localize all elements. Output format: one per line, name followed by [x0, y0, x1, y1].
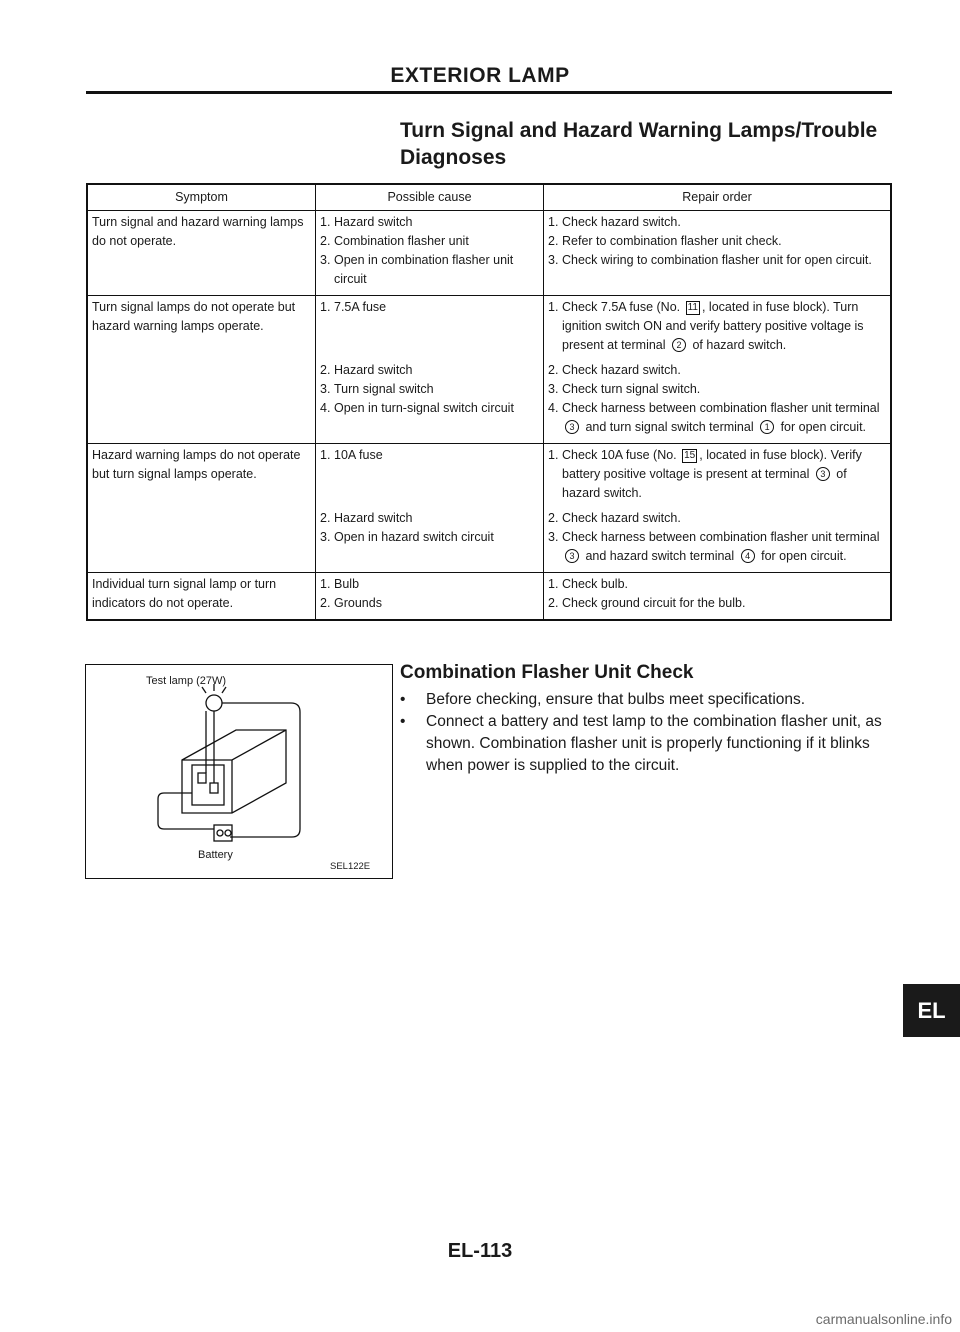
bullet-icon: •: [400, 713, 406, 730]
battery-minus-terminal: [225, 830, 231, 836]
page-number: EL-113: [447, 1240, 513, 1262]
terminal-number-circle: 1: [760, 420, 774, 434]
cause-item: Combination flasher unit: [334, 234, 469, 248]
cause-item: Hazard switch: [334, 511, 413, 525]
cause-item: Hazard switch: [334, 215, 413, 229]
cause-item: Open in hazard switch circuit: [334, 530, 494, 544]
lamp-ray: [222, 687, 226, 693]
repair-cell: 1. Check bulb. 2. Check ground circuit for the bulb.: [544, 573, 892, 621]
flasher-check-title: Combination Flasher Unit Check: [400, 662, 694, 683]
table-row: [87, 573, 891, 621]
table-row: [87, 211, 891, 296]
figure-code: SEL122E: [330, 861, 371, 872]
trouble-diagnosis-table: [86, 183, 892, 621]
section-title-line1: Turn Signal and Hazard Warning Lamps/Trouble: [400, 119, 878, 142]
cause-cell: 2. Hazard switch 3. Open in hazard switch circuit: [316, 509, 544, 573]
cause-cell: 1. 7.5A fuse: [316, 296, 544, 362]
repair-item: Check harness between combination flasher unit terminal 3 and turn signal switch terminal 1 for open circuit.: [562, 401, 880, 434]
table-row: [87, 296, 891, 362]
cause-item: 7.5A fuse: [334, 300, 387, 314]
terminal-number-circle: 4: [741, 549, 755, 563]
repair-item: Check turn signal switch.: [562, 382, 701, 396]
flasher-terminal-block: [192, 765, 224, 805]
cause-cell: 1. Hazard switch 2. Combination flasher unit 3. Open in combination flasher unit circuit: [316, 211, 544, 296]
fuse-number-box: 15: [684, 450, 696, 461]
col-header-cause: Possible cause: [316, 184, 544, 211]
cause-cell: 2. Hazard switch 3. Turn signal switch 4. Open in turn-signal switch circuit: [316, 361, 544, 444]
test-lamp-label: Test lamp (27W): [146, 675, 227, 687]
cause-cell: 1. 10A fuse: [316, 444, 544, 510]
terminal-number-circle: 3: [565, 420, 579, 434]
header-title: EXTERIOR LAMP: [390, 64, 570, 87]
terminal-number-circle: 3: [816, 467, 830, 481]
repair-item: Check 10A fuse (No. 15 , located in fuse block). Verify battery positive voltage is present at terminal 3 of hazard switch.: [562, 448, 862, 500]
battery-label: Battery: [198, 849, 233, 861]
watermark: carmanualsonline.info: [815, 1311, 952, 1327]
flasher-terminal: [210, 783, 218, 793]
flasher-wiring-diagram: [86, 665, 392, 878]
cause-item: Grounds: [334, 596, 382, 610]
fuse-number-box: 11: [687, 302, 698, 313]
repair-item: Check hazard switch.: [562, 363, 681, 377]
flasher-unit-edge: [182, 730, 286, 760]
repair-item: Check bulb.: [562, 577, 629, 591]
section-title-line2: Diagnoses: [400, 146, 507, 169]
flasher-check-bullets: [400, 689, 895, 777]
col-header-symptom: Symptom: [87, 184, 316, 211]
col-header-repair: Repair order: [544, 184, 892, 211]
lamp-ray: [202, 687, 206, 693]
symptom-cell: Hazard warning lamps do not operate but turn signal lamps operate.: [87, 444, 316, 573]
table-row: [87, 444, 891, 510]
repair-item: Check 7.5A fuse (No. 11 , located in fuse block). Turn ignition switch ON and verify battery positive voltage is present at terminal 2 of hazard switch.: [562, 300, 864, 352]
repair-cell: 1. Check 10A fuse (No. 15 , located in fuse block). Verify battery positive voltage is present at terminal 3 of hazard switch.: [544, 444, 892, 510]
cause-cell: 1. Bulb 2. Grounds: [316, 573, 544, 621]
bullet-icon: •: [400, 691, 406, 708]
test-lamp-bulb: [206, 695, 222, 711]
header-rule: [86, 91, 892, 94]
section-title: [400, 117, 900, 171]
repair-cell: 1. Check hazard switch. 2. Refer to combination flasher unit check. 3. Check wiring to combination flasher unit for open circuit.: [544, 211, 892, 296]
symptom-cell: Turn signal and hazard warning lamps do not operate.: [87, 211, 316, 296]
cause-item: 10A fuse: [334, 448, 383, 462]
repair-cell: 2. Check hazard switch. 3. Check harness between combination flasher unit terminal 3 and hazard switch terminal 4 for open circuit.: [544, 509, 892, 573]
battery-wire: [158, 793, 214, 829]
repair-item: Check hazard switch.: [562, 215, 681, 229]
flasher-unit-body: [182, 730, 286, 813]
repair-item: Check wiring to combination flasher unit for open circuit.: [562, 253, 872, 267]
cause-item: Open in turn-signal switch circuit: [334, 401, 514, 415]
repair-cell: 1. Check 7.5A fuse (No. 11 , located in fuse block). Turn ignition switch ON and verify battery positive voltage is present at terminal 2 of hazard switch.: [544, 296, 892, 362]
repair-item: Check hazard switch.: [562, 511, 681, 525]
repair-item: Check harness between combination flasher unit terminal 3 and hazard switch terminal 4 for open circuit.: [562, 530, 880, 563]
terminal-number-circle: 2: [672, 338, 686, 352]
symptom-cell: Turn signal lamps do not operate but hazard warning lamps operate.: [87, 296, 316, 444]
symptom-cell: Individual turn signal lamp or turn indicators do not operate.: [87, 573, 316, 621]
flasher-terminal: [198, 773, 206, 783]
section-tab-el: EL: [903, 984, 960, 1037]
cause-item: Open in combination flasher unit circuit: [334, 253, 514, 286]
list-item: • Before checking, ensure that bulbs meet specifications.: [400, 689, 895, 711]
battery-wire: [230, 760, 300, 837]
repair-item: Check ground circuit for the bulb.: [562, 596, 746, 610]
terminal-number-circle: 3: [565, 549, 579, 563]
cause-item: Bulb: [334, 577, 360, 591]
battery-plus-terminal: [217, 830, 223, 836]
list-item: • Connect a battery and test lamp to the combination flasher unit, as shown. Combination flasher unit is properly functioning if it blinks when power is supplied to the circuit.: [400, 711, 895, 777]
cause-item: Hazard switch: [334, 363, 413, 377]
repair-item: Refer to combination flasher unit check.: [562, 234, 782, 248]
cause-item: Turn signal switch: [334, 382, 434, 396]
flasher-check-figure: [85, 664, 393, 879]
repair-cell: 2. Check hazard switch. 3. Check turn signal switch. 4. Check harness between combination flasher unit terminal 3 and turn signal switch terminal 1 for open circuit.: [544, 361, 892, 444]
